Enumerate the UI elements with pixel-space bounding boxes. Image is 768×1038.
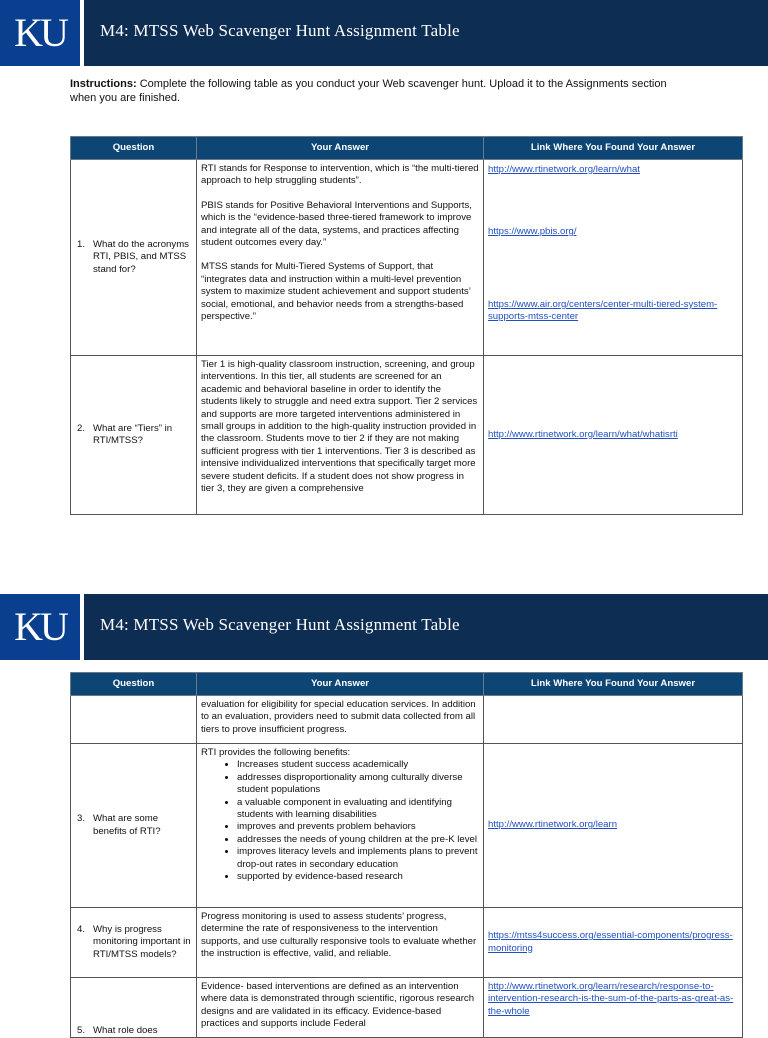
question-text: What role does: [93, 1024, 158, 1036]
source-link[interactable]: https://www.air.org/centers/center-multi-tiered-system-supports-mtss-center: [488, 299, 718, 323]
question-number: 3.: [77, 813, 86, 825]
list-item: • improves literacy levels and implements plans to prevent drop-out rates in secondary education: [237, 846, 479, 871]
column-header-answer: Your Answer: [197, 673, 484, 696]
answer-paragraph: PBIS stands for Positive Behavioral Interventions and Supports, which is the “evidence-based three-tiered framework to improve and integrate all of the data, systems, and practices affecting student outcomes every day.”: [201, 199, 472, 249]
question-text: Why is progress monitoring important in RTI/MTSS models?: [93, 923, 191, 960]
answer-paragraph: RTI stands for Response to intervention, which is “the multi-tiered approach to help struggling students”.: [201, 163, 479, 187]
link-cell: [484, 160, 743, 356]
table-row: [71, 160, 743, 356]
list-item: • improves and prevents problem behaviors: [237, 821, 479, 833]
question-cell: [71, 160, 197, 356]
table-header-row: [71, 137, 743, 160]
answer-paragraph: evaluation for eligibility for special education services. In addition to an evaluation, providers need to submit data collected from all tiers to prove insufficient progress.: [201, 699, 476, 735]
table-row: [71, 356, 743, 515]
question-cell: [71, 908, 197, 978]
ku-logo: KU: [0, 594, 84, 660]
column-header-link: Link Where You Found Your Answer: [484, 137, 743, 160]
list-item: • Increases student success academically: [237, 759, 479, 771]
answer-cell: [197, 356, 484, 515]
table-row: [71, 908, 743, 978]
page-title: M4: MTSS Web Scavenger Hunt Assignment Table: [100, 21, 460, 40]
answer-cell: [197, 160, 484, 356]
answer-paragraph: MTSS stands for Multi-Tiered Systems of Support, that “integrates data and instruction within a multi-level prevention system to maximize student achievement and support students’ social, emotional, and behavior needs from a strengths-based perspective.”: [201, 261, 471, 323]
source-link[interactable]: https://www.pbis.org/: [488, 226, 577, 237]
table-header-row: [71, 673, 743, 696]
page2-header-banner: [0, 594, 768, 660]
answer-cell: [197, 978, 484, 1038]
question-number: 2.: [77, 422, 86, 434]
answer-cell: [197, 908, 484, 978]
question-text: What are some benefits of RTI?: [93, 813, 161, 837]
answer-paragraph: Tier 1 is high-quality classroom instruction, screening, and group interventions. In this tier, all students are screened for an academic and behavioral baseline in order to identify the students likely to struggle and need extra support. Tier 2 services and supports are more targeted interventions administered in small groups in addition to the high-quality instruction provided in the classroom. Students move to tier 2 if they are not making sufficient progress with tier 1 interventions. Tier 3 is described as intensive individualized interventions that specifically target more severe student deficits. If a student does not show progress in tier 3, they are given a comprehensive: [201, 359, 478, 495]
column-header-question: Question: [71, 673, 197, 696]
answer-intro: RTI provides the following benefits:: [201, 747, 351, 758]
page1-assignment-table: [70, 136, 743, 515]
column-header-question: Question: [71, 137, 197, 160]
table-row: [71, 978, 743, 1038]
page-title: M4: MTSS Web Scavenger Hunt Assignment Table: [100, 615, 460, 634]
source-link[interactable]: http://www.rtinetwork.org/learn: [488, 819, 618, 831]
question-cell: [71, 744, 197, 908]
question-number: 4.: [77, 923, 86, 935]
answer-paragraph: Evidence- based interventions are defined as an intervention where data is demonstrated through scientific, rigorous research designs and are validated in its efficacy. Evidence-based practices and supports include Federal: [201, 981, 475, 1030]
ku-logo: KU: [0, 0, 84, 66]
answer-cell: [197, 744, 484, 908]
link-cell: [484, 696, 743, 744]
source-link[interactable]: http://www.rtinetwork.org/learn/research/response-to-intervention-research-is-the-sum-of-the-parts-as-great-as-the-whole: [488, 981, 734, 1017]
link-cell: [484, 908, 743, 978]
instructions-text: Complete the following table as you conduct your Web scavenger hunt. Upload it to the Assignments section when you are finished.: [70, 78, 667, 104]
question-text: What do the acronyms RTI, PBIS, and MTSS stand for?: [93, 238, 189, 275]
list-item: • addresses the needs of young children at the pre-K level: [237, 834, 479, 846]
question-cell: [71, 356, 197, 515]
instructions: [70, 77, 680, 105]
source-link[interactable]: http://www.rtinetwork.org/learn/what: [488, 164, 640, 175]
link-cell: [484, 356, 743, 515]
question-text: What are “Tiers” in RTI/MTSS?: [93, 422, 173, 446]
question-number: 1.: [77, 238, 86, 250]
table-row: [71, 696, 743, 744]
link-cell: [484, 978, 743, 1038]
instructions-label: Instructions:: [70, 78, 137, 90]
question-cell: [71, 978, 197, 1038]
benefits-list: [201, 759, 479, 883]
column-header-answer: Your Answer: [197, 137, 484, 160]
page1-header-banner: [0, 0, 768, 66]
answer-paragraph: Progress monitoring is used to assess students’ progress, determine the rate of responsiveness to the intervention supports, and use culturally responsive tools to evaluate whether the instruction is effective, valid, and reliable.: [201, 911, 477, 960]
question-number: 5.: [77, 1024, 86, 1036]
column-header-link: Link Where You Found Your Answer: [484, 673, 743, 696]
source-link[interactable]: https://mtss4success.org/essential-components/progress-monitoring: [488, 930, 733, 954]
list-item: • supported by evidence-based research: [237, 871, 479, 883]
question-cell: [71, 696, 197, 744]
source-link[interactable]: http://www.rtinetwork.org/learn/what/whatisrti: [488, 428, 678, 440]
answer-cell: [197, 696, 484, 744]
list-item: • a valuable component in evaluating and identifying students with learning disabilities: [237, 797, 479, 822]
link-cell: [484, 744, 743, 908]
table-row: [71, 744, 743, 908]
page2-assignment-table: [70, 672, 743, 1038]
list-item: • addresses disproportionality among culturally diverse student populations: [237, 772, 479, 797]
